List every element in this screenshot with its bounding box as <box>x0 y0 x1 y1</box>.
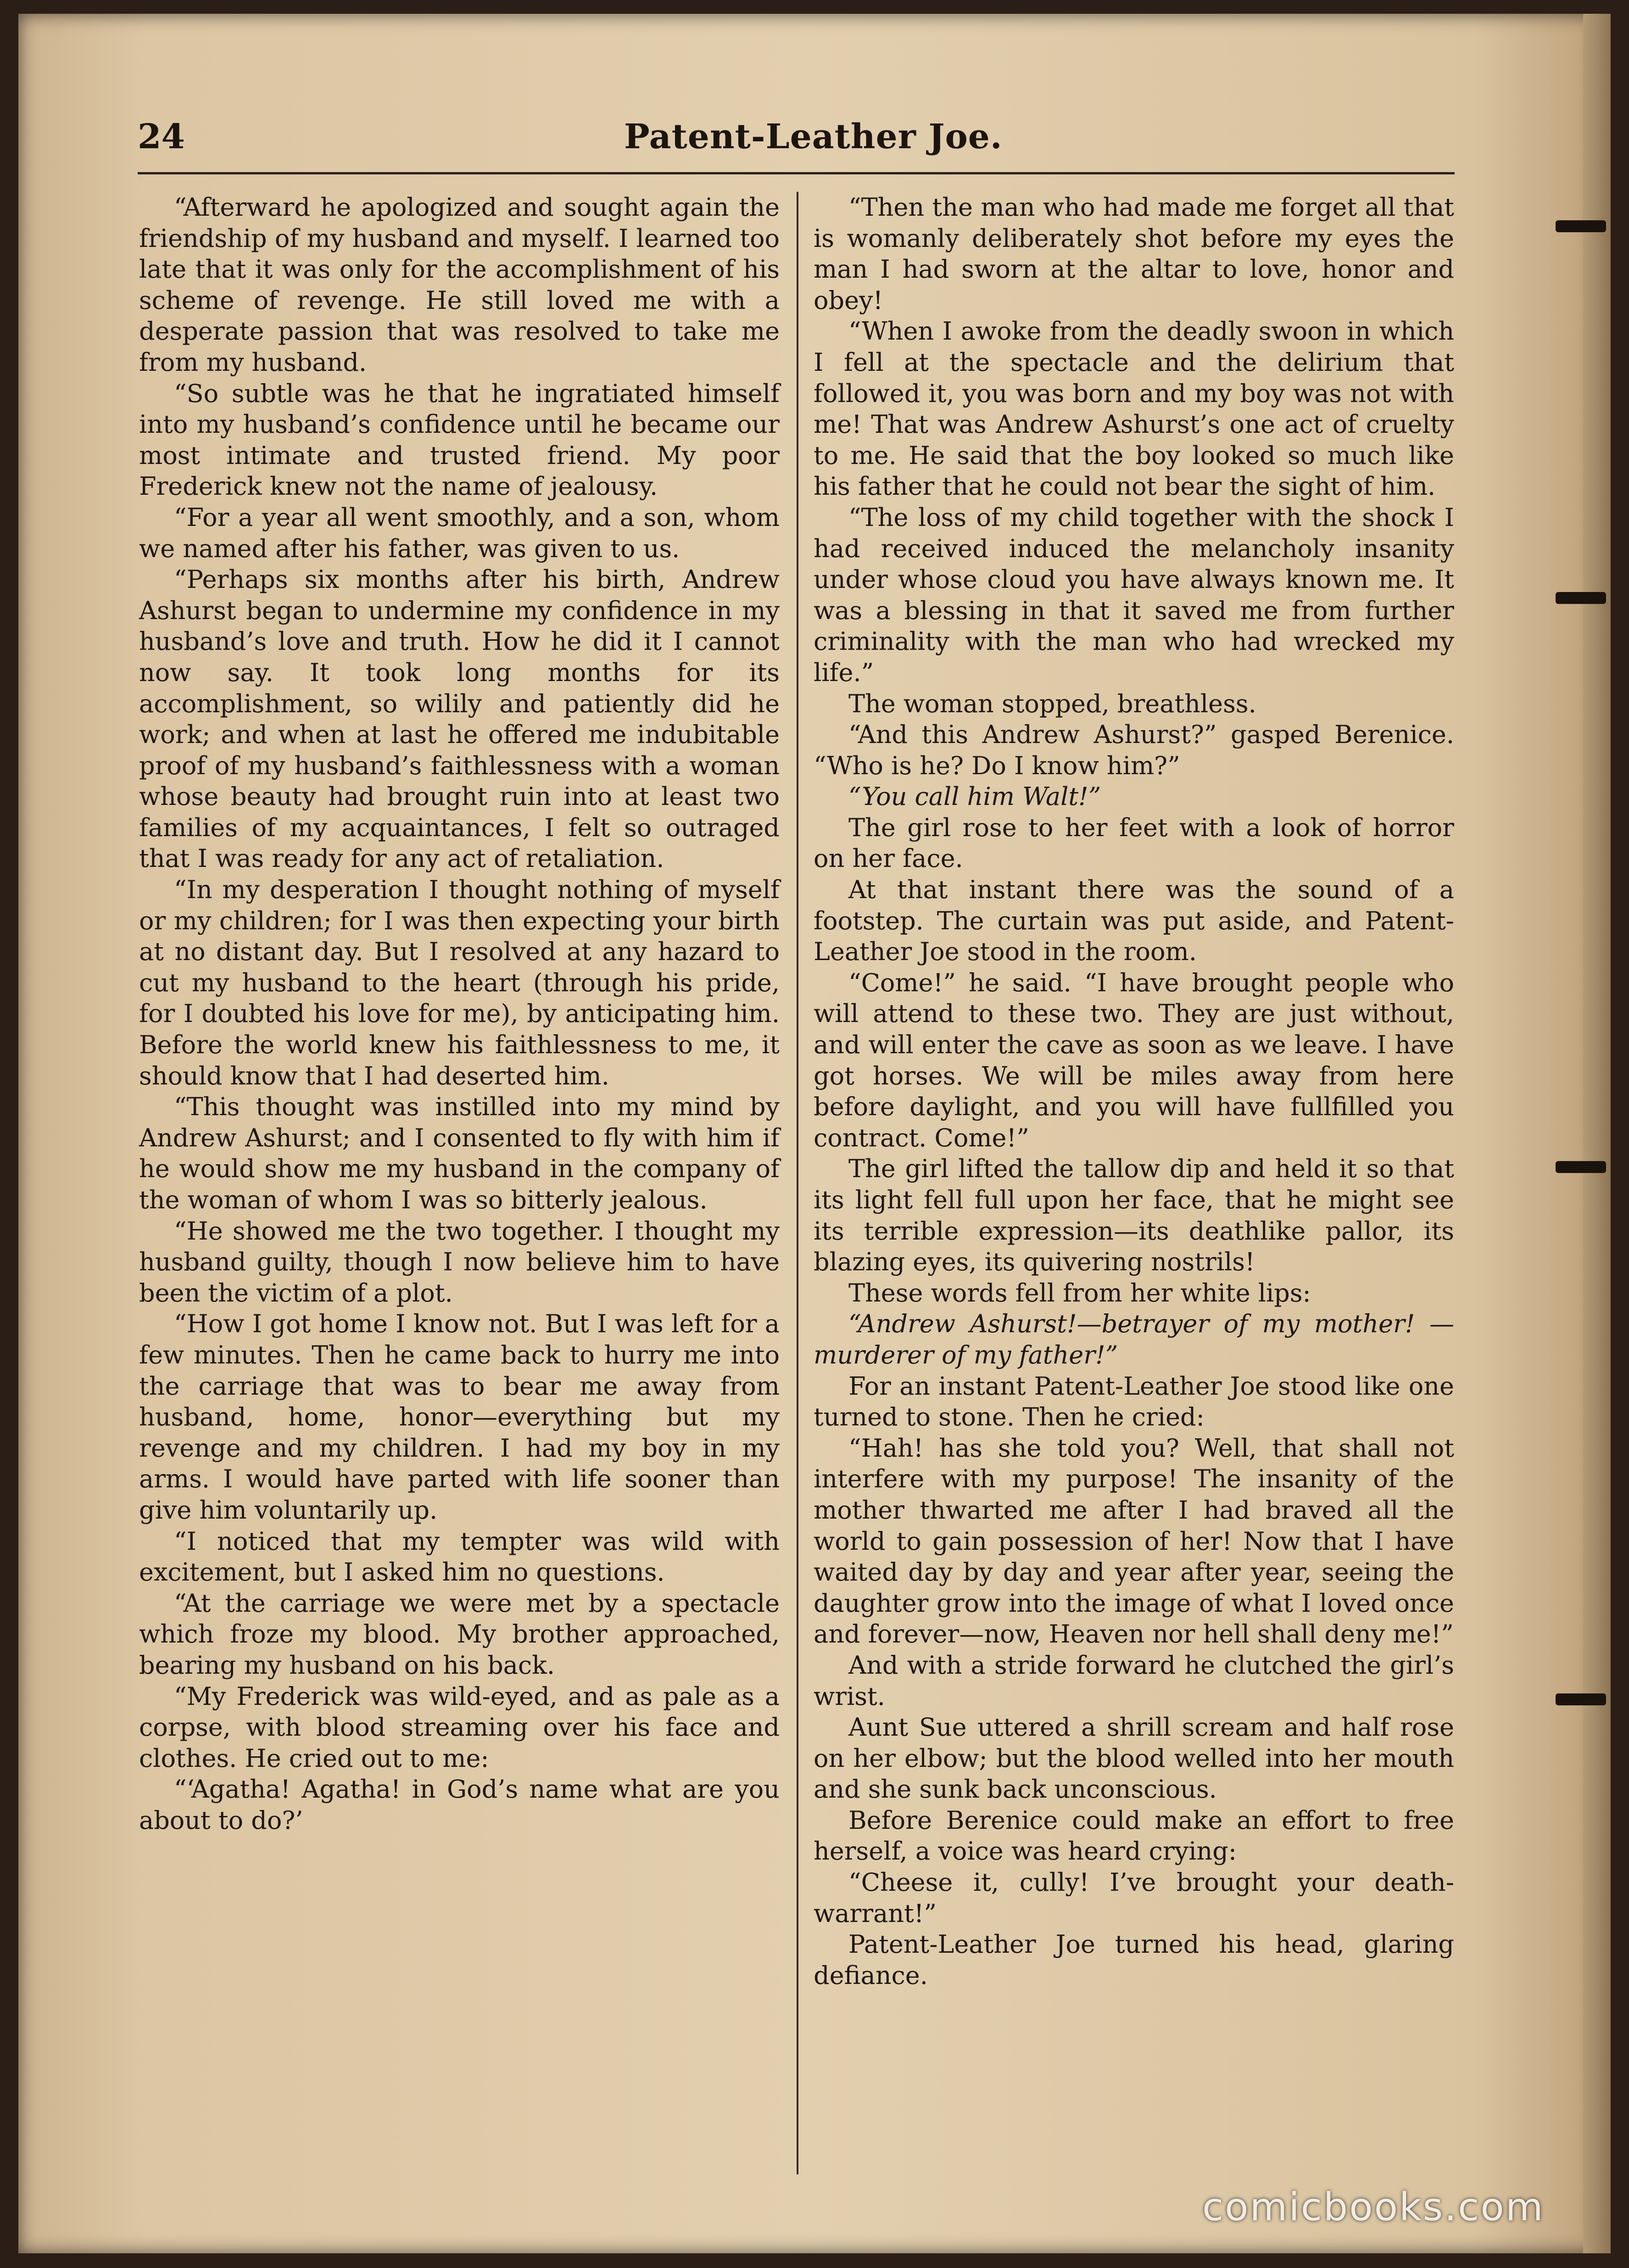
paragraph: “He showed me the two together. I thought my husband guilty, though I now believe him to have been the victim of a plot. <box>139 1216 780 1307</box>
paragraph: “You call him Walt!” <box>848 782 1101 811</box>
paragraph: And with a stride forward he clutched the girl’s wrist. <box>814 1650 1454 1711</box>
paragraph: “I noticed that my tempter was wild with excitement, but I asked him no questions. <box>139 1526 780 1587</box>
paragraph: “This thought was instilled into my mind by Andrew Ashurst; and I consented to fly with him if he would show me my husband in the company of the woman of whom I was so bitterly jealous. <box>139 1092 780 1214</box>
paragraph: “In my desperation I thought nothing of myself or my children; for I was then expecting your birth at no distant day. But I resolved at any hazard to cut my husband to the heart (through his pride, for I doubted his love for me), by anticipating him. Before the world knew his faithlessness to me, it should know that I had deserted him. <box>139 875 780 1090</box>
paragraph: “So subtle was he that he ingratiated himself into my husband’s confidence until he became our most intimate and trusted friend. My poor Frederick knew not the name of jealousy. <box>139 379 780 501</box>
staple-mark <box>1556 592 1606 604</box>
staple-mark <box>1556 220 1606 232</box>
paragraph: Aunt Sue uttered a shrill scream and half rose on her elbow; but the blood welled into her mouth and she sunk back unconscious. <box>814 1713 1454 1804</box>
paragraph: “Perhaps six months after his birth, Andrew Ashurst began to undermine my confidence in my husband’s love and truth. How he did it I cannot now say. It took long months for its accomplishment, so wilily and patiently did he work; and when at last he offered me indubitable proof of my husband’s faithlessness with a woman whose beauty had brought ruin into at least two families of my acquaintances, I felt so outraged that I was ready for any act of retaliation. <box>139 565 780 873</box>
paragraph: “For a year all went smoothly, and a son, whom we named after his father, was given to us. <box>139 503 780 563</box>
paragraph: “Andrew Ashurst!—betrayer of my mother! —murderer of my father!” <box>814 1309 1454 1369</box>
paragraph: “Come!” he said. “I have brought people who will attend to these two. They are just without, and will enter the cave as soon as we leave. I have got horses. We will be miles away from here before daylight, and you will have fullfilled you contract. Come!” <box>814 968 1454 1152</box>
paragraph: “Then the man who had made me forget all that is womanly deliberately shot before my eyes the man I had sworn at the altar to love, honor and obey! <box>814 193 1454 315</box>
staple-mark <box>1556 1693 1606 1705</box>
paragraph: “Afterward he apologized and sought again the friendship of my husband and myself. I learned too late that it was only for the accomplishment of his scheme of revenge. He still loved me with a desperate passion that was resolved to take me from my husband. <box>139 193 780 377</box>
paragraph: These words fell from her white lips: <box>848 1278 1311 1307</box>
watermark: comicbooks.com <box>1202 2184 1545 2229</box>
paragraph: “When I awoke from the deadly swoon in which I fell at the spectacle and the delirium that followed it, you was born and my boy was not with me! That was Andrew Ashurst’s one act of cruelty to me. He said that the boy looked so much like his father that he could not bear the sight of him. <box>814 317 1454 501</box>
header-rule <box>138 172 1455 174</box>
paragraph: “At the carriage we were met by a spectacle which froze my blood. My brother approached, bearing my husband on his back. <box>139 1588 780 1680</box>
paragraph: Before Berenice could make an effort to free herself, a voice was heard crying: <box>814 1805 1454 1866</box>
paragraph: “Hah! has she told you? Well, that shall not interfere with my purpose! The insanity of the mother thwarted me after I had braved all the world to gain possession of her! Now that I have waited day by day and year after year, seeing the daughter grow into the image of what I loved once and forever—now, Heaven nor hell shall deny me!” <box>814 1433 1454 1649</box>
left-column <box>139 192 780 1836</box>
paragraph: Patent-Leather Joe turned his head, glaring defiance. <box>814 1930 1454 1990</box>
right-column <box>814 192 1454 1991</box>
paragraph: The woman stopped, breathless. <box>848 689 1256 718</box>
running-title: Patent-Leather Joe. <box>624 117 1003 156</box>
paragraph: “And this Andrew Ashurst?” gasped Berenice. “Who is he? Do I know him?” <box>814 720 1454 780</box>
page-header <box>138 117 1450 172</box>
paragraph: “Cheese it, cully! I’ve brought your death-warrant!” <box>814 1868 1454 1928</box>
page-binding <box>1583 14 1611 2253</box>
paragraph: The girl rose to her feet with a look of horror on her face. <box>814 813 1454 873</box>
paragraph: “My Frederick was wild-eyed, and as pale as a corpse, with blood streaming over his face and clothes. He cried out to me: <box>139 1681 780 1773</box>
paragraph: “‘Agatha! Agatha! in God’s name what are you about to do?’ <box>139 1775 780 1835</box>
staple-mark <box>1556 1161 1606 1173</box>
paragraph: “How I got home I know not. But I was left for a few minutes. Then he came back to hurry me into the carriage that was to bear me away from husband, home, honor—everything but my revenge and my children. I had my boy in my arms. I would have parted with life sooner than give him voluntarily up. <box>139 1309 780 1525</box>
column-divider <box>797 192 798 2174</box>
paragraph: For an instant Patent-Leather Joe stood like one turned to stone. Then he cried: <box>814 1371 1454 1432</box>
paragraph: At that instant there was the sound of a footstep. The curtain was put aside, and Patent-Leather Joe stood in the room. <box>814 875 1454 966</box>
paragraph: “The loss of my child together with the shock I had received induced the melancholy insanity under whose cloud you have always known me. It was a blessing in that it saved me from further criminality with the man who had wrecked my life.” <box>814 503 1454 687</box>
paragraph: The girl lifted the tallow dip and held it so that its light fell full upon her face, that he might see its terrible expression—its deathlike pallor, its blazing eyes, its quivering nostrils! <box>814 1154 1454 1277</box>
page-number: 24 <box>138 117 185 156</box>
